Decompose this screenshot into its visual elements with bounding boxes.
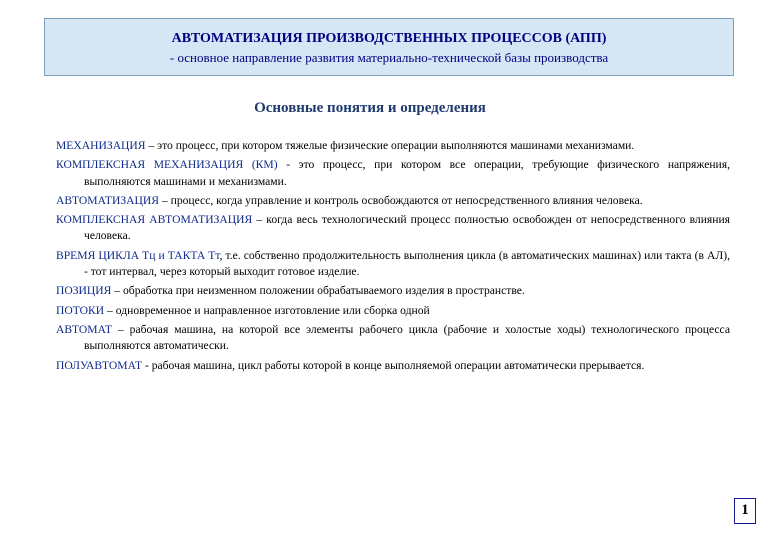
definitions-list [56, 138, 730, 377]
definition-text: – процесс, когда управление и контроль освобождаются от непосредственного влияния человека. [159, 193, 643, 207]
definition-term: ВРЕМЯ ЦИКЛА Тц и ТАКТА Тт [56, 248, 220, 262]
definition-text: – одновременное и направленное изготовление или сборка одной [104, 303, 430, 317]
definition-term: ПОТОКИ [56, 303, 105, 317]
definition-term: КОМПЛЕКСНАЯ АВТОМАТИЗАЦИЯ [56, 213, 253, 227]
definition-term: АВТОМАТ [56, 322, 112, 336]
definition-item [56, 303, 730, 319]
definition-text: , т.е. собственно продолжительность выполнения цикла (в автоматических машинах) или такта (в АЛ), - тот интервал, через который выходит готовое изделие. [84, 248, 731, 279]
definition-item [56, 212, 730, 245]
definition-term: МЕХАНИЗАЦИЯ [56, 139, 146, 152]
definition-item [56, 157, 730, 190]
section-heading: Основные понятия и определения [254, 100, 486, 116]
definition-text: – это процесс, при котором тяжелые физические операции выполняются машинами механизмами. [145, 139, 635, 152]
definition-text: – обработка при неизменном положении обрабатываемого изделия в пространстве. [111, 284, 525, 298]
definition-text: – когда весь технологический процесс полностью освобожден от непосредственного влияния человека. [84, 213, 730, 243]
definition-item [56, 138, 730, 154]
definition-term: КОМПЛЕКСНАЯ МЕХАНИЗАЦИЯ (КМ) [56, 158, 278, 172]
page-subtitle: - основное направление развития материально-технической базы производства [169, 50, 609, 65]
definition-item [56, 322, 730, 355]
page-number: 1 [734, 498, 756, 524]
definition-item [56, 358, 730, 374]
definition-term: ПОЛУАВТОМАТ [56, 358, 143, 372]
definition-term: АВТОМАТИЗАЦИЯ [56, 193, 160, 207]
definition-text: - это процесс, при котором все операции, требующие физического напряжения, выполняются машинами и механизмами. [84, 158, 730, 188]
page-title: АВТОМАТИЗАЦИЯ ПРОИЗВОДСТВЕННЫХ ПРОЦЕССОВ (АПП) [171, 31, 607, 46]
definition-item [56, 248, 730, 281]
definition-text: - рабочая машина, цикл работы которой в конце выполняемой операции автоматически прерывается. [142, 358, 645, 372]
definition-item [56, 193, 730, 209]
header-box [44, 18, 734, 76]
definition-term: ПОЗИЦИЯ [56, 284, 112, 298]
definition-item [56, 283, 730, 299]
definition-text: – рабочая машина, на которой все элементы рабочего цикла (рабочие и холостые ходы) технологического процесса выполняются автоматически. [84, 322, 730, 353]
